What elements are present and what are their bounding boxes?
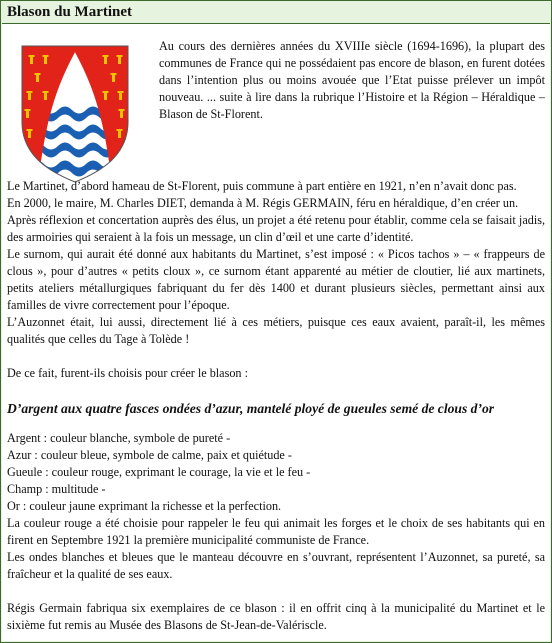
definition-item: Azur : couleur bleue, symbole de calme, paix et quiétude - <box>7 448 292 462</box>
paragraph: Régis Germain fabriqua six exemplaires de ce blason : il en offrit cinq à la municipalité du Martinet et le sixième fut remis au Musée des Blasons de St-Jean-de-Valériscle. <box>7 601 545 632</box>
definition-item: Champ : multitude - <box>7 482 106 496</box>
paragraph: L’Auzonnet était, lui aussi, directement lié à ces métiers, puisque ces eaux avaient, paraît-il, les mêmes qualités que celles du Tage à Tolède ! <box>7 315 545 346</box>
intro-paragraph: Au cours des dernières années du XVIIIe siècle (1694-1696), la plupart des communes de France qui ne possédaient pas encore de blason, en furent dotées dans l’intention plus ou moins avouée que l’Etat puisse prélever un impôt nouveau. ... suite à lire dans la rubrique l’Histoire et la Région – Héraldique – Blason de St-Florent. <box>159 39 545 121</box>
spacer <box>7 348 545 365</box>
paragraph: La couleur rouge a été choisie pour rappeler le feu qui animait les forges et le choix de ses habitants qui en firent en Septembre 1921 la première municipalité communiste de France. <box>7 516 545 547</box>
paragraph: En 2000, le maire, M. Charles DIET, demanda à M. Régis GERMAIN, féru en héraldique, d’en créer un. <box>7 196 519 210</box>
page-title: Blason du Martinet <box>7 4 133 20</box>
title-bar <box>2 2 550 24</box>
blazon-motto: D’argent aux quatre fasces ondées d’azur, mantelé ployé de gueules semé de clous d’or <box>7 401 495 416</box>
article-content <box>2 24 550 641</box>
paragraph: Après réflexion et concertation auprès des élus, un projet a été retenu pour établir, comme cela se faisait jadis, des armoiries qui seraient à la fois un message, un clin d’œil et une carte d’identité. <box>7 213 545 244</box>
paragraph: Le Martinet, d’abord hameau de St-Florent, puis commune à part entière en 1921, n’en n’avait donc pas. <box>7 179 517 193</box>
definition-item: Gueule : couleur rouge, exprimant le courage, la vie et le feu - <box>7 465 311 479</box>
spacer <box>7 418 545 430</box>
definition-item: Argent : couleur blanche, symbole de pureté - <box>7 431 231 445</box>
coat-of-arms-image <box>20 44 130 184</box>
paragraph: De ce fait, furent-ils choisis pour créer le blason : <box>7 366 248 380</box>
article-body <box>7 178 545 634</box>
paragraph: Les ondes blanches et bleues que le manteau découvre en s’ouvrant, représentent l’Auzonnet, sa pureté, sa fraîcheur et la qualité de ses eaux. <box>7 550 545 581</box>
spacer <box>7 583 545 600</box>
spacer <box>7 382 545 399</box>
paragraph: Le surnom, qui aurait été donné aux habitants du Martinet, s’est imposé : « Picos tachos » – « frappeurs de clous », pour d’autres « petits cloux », ce surnom étant apparenté au métier de cloutier, lié aux martinets, petits ateliers métallurgiques fabriquant du fer dès 1400 et durant plusieurs siècles, permettant ainsi aux familles de vivre correctement pour l’époque. <box>7 247 545 312</box>
definition-item: Or : couleur jaune exprimant la richesse et la perfection. <box>7 499 282 513</box>
